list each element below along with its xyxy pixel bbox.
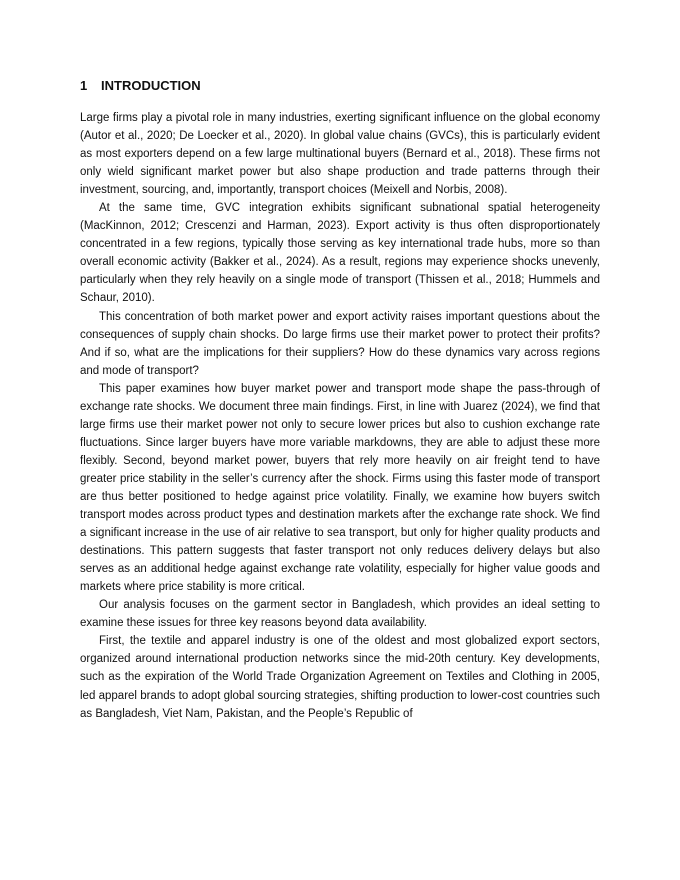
paragraph-5: Our analysis focuses on the garment sector in Bangladesh, which provides an ideal setting to examine these issues for three key reasons beyond data availability. <box>80 599 600 630</box>
paragraph-6: First, the textile and apparel industry is one of the oldest and most globalized export sectors, organized around international production networks since the mid-20th century. Key developments, such as the expiration of the World Trade Organization Agreement on Textiles and Clothing in 2005, led apparel brands to adopt global sourcing strategies, shifting production to lower-cost countries such as Bangladesh, Viet Nam, Pakistan, and the People’s Republic of <box>80 635 600 720</box>
section-number: 1 <box>80 78 88 93</box>
section-title: INTRODUCTION <box>101 78 201 93</box>
paper-page <box>80 76 600 723</box>
paragraph-3: This concentration of both market power and export activity raises important questions about the consequences of supply chain shocks. Do large firms use their market power to protect their profits? And if so, what are the implications for their suppliers? How do these dynamics vary across regions and mode of transport? <box>80 310 600 377</box>
section-heading <box>80 76 600 96</box>
paragraph-1: Large firms play a pivotal role in many industries, exerting significant influence on the global economy (Autor et al., 2020; De Loecker et al., 2020). In global value chains (GVCs), this is particularly evident as most exporters depend on a few large multinational buyers (Bernard et al., 2018). These firms not only wield significant market power but also shape production and trade patterns through their investment, sourcing, and, importantly, transport choices (Meixell and Norbis, 2008). <box>80 112 600 197</box>
paragraph-4: This paper examines how buyer market power and transport mode shape the pass-through of exchange rate shocks. We document three main findings. First, in line with Juarez (2024), we find that large firms use their market power not only to secure lower prices but also to cushion exchange rate fluctuations. Since larger buyers have more variable markdowns, they are able to adjust these more flexibly. Second, beyond market power, buyers that rely more heavily on air freight tend to have greater price stability in the seller’s currency after the shock. Firms using this faster mode of transport are thus better positioned to hedge against price volatility. Finally, we examine how buyers switch transport modes across product types and destination markets after the exchange rate shock. We find a significant increase in the use of air relative to sea transport, but only for higher quality products and destinations. This pattern suggests that faster transport not only reduces delivery delays but also serves as an additional hedge against exchange rate volatility, especially for higher value goods and markets where price stability is more critical. <box>80 382 600 594</box>
paragraph-2: At the same time, GVC integration exhibits significant subnational spatial heterogeneity (MacKinnon, 2012; Crescenzi and Harman, 2023). Export activity is thus often disproportionately concentrated in a few regions, typically those serving as key international trade hubs, more so than overall economic activity (Bakker et al., 2024). As a result, regions may experience shocks unevenly, particularly when they rely heavily on a single mode of transport (Thissen et al., 2018; Hummels and Schaur, 2010). <box>80 202 600 305</box>
